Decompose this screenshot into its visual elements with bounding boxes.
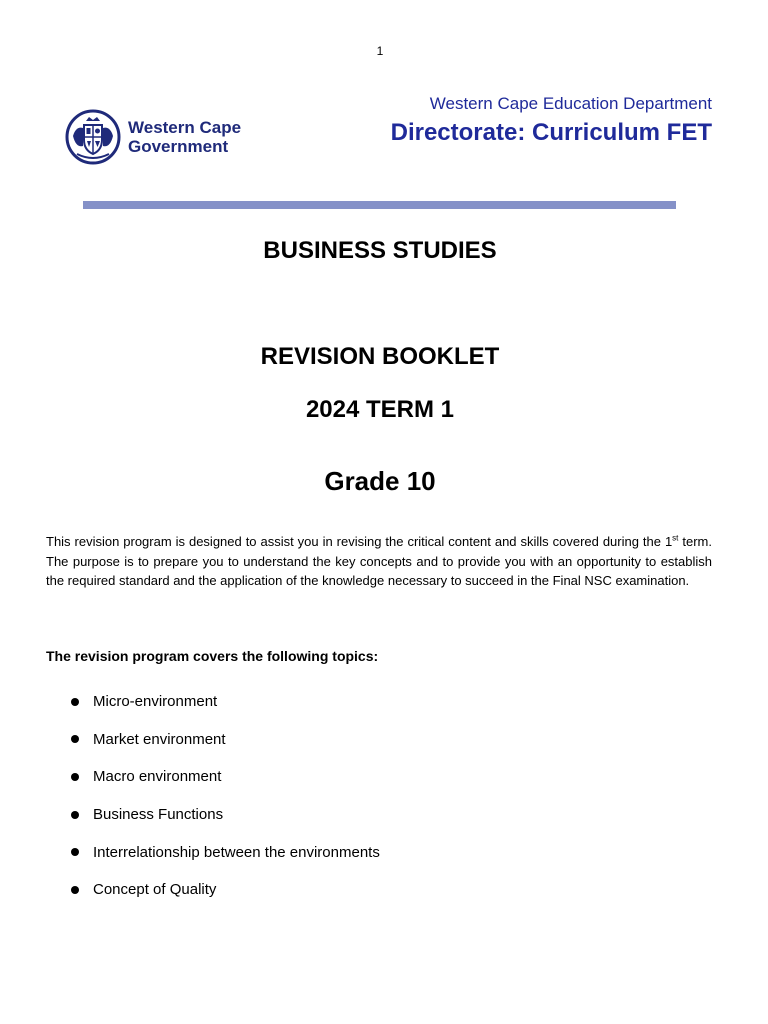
topics-list <box>46 683 380 909</box>
topic-label: Concept of Quality <box>93 881 217 899</box>
bullet-icon <box>71 698 79 706</box>
logo-wordmark <box>128 118 241 156</box>
logo-line-government: Government <box>128 137 229 156</box>
department-name: Western Cape Education Department <box>429 94 712 113</box>
list-item <box>46 796 380 834</box>
bullet-icon <box>71 886 79 894</box>
bullet-icon <box>71 848 79 856</box>
list-item <box>46 721 380 759</box>
intro-text-part2: term. The purpose is to prepare you to understand the key concepts and to provide you with an opportunity to establish the required standard and the application of the knowledge necessary to succeed in the Final NSC examination. <box>46 534 712 588</box>
list-item <box>46 758 380 796</box>
header-divider <box>83 201 676 209</box>
topic-label: Business Functions <box>93 806 224 824</box>
header-department-block <box>391 93 712 148</box>
topic-label: Micro-environment <box>93 693 218 711</box>
coat-of-arms-icon <box>64 108 122 166</box>
topic-label: Market environment <box>93 730 226 748</box>
topic-label: Interrelationship between the environments <box>93 843 380 861</box>
bullet-icon <box>71 735 79 743</box>
list-item <box>46 833 380 871</box>
list-item <box>46 871 380 909</box>
list-item <box>46 683 380 721</box>
logo-line-western-cape: Western Cape <box>128 118 242 137</box>
bullet-icon <box>71 773 79 781</box>
page-number: 1 <box>376 44 384 58</box>
intro-text-part1: This revision program is designed to assist you in revising the critical content and skills covered during the 1 <box>46 534 673 549</box>
directorate-name: Directorate: Curriculum FET <box>390 119 712 146</box>
intro-superscript: st <box>672 533 679 543</box>
topics-heading: The revision program covers the following topics: <box>46 648 379 664</box>
bullet-icon <box>71 811 79 819</box>
term-title: 2024 TERM 1 <box>305 396 455 423</box>
booklet-title: REVISION BOOKLET <box>260 343 500 370</box>
intro-paragraph <box>46 532 712 591</box>
grade-title: Grade 10 <box>324 466 436 496</box>
topic-label: Macro environment <box>93 768 222 786</box>
western-cape-government-logo <box>64 108 241 166</box>
subject-title: BUSINESS STUDIES <box>263 237 497 264</box>
